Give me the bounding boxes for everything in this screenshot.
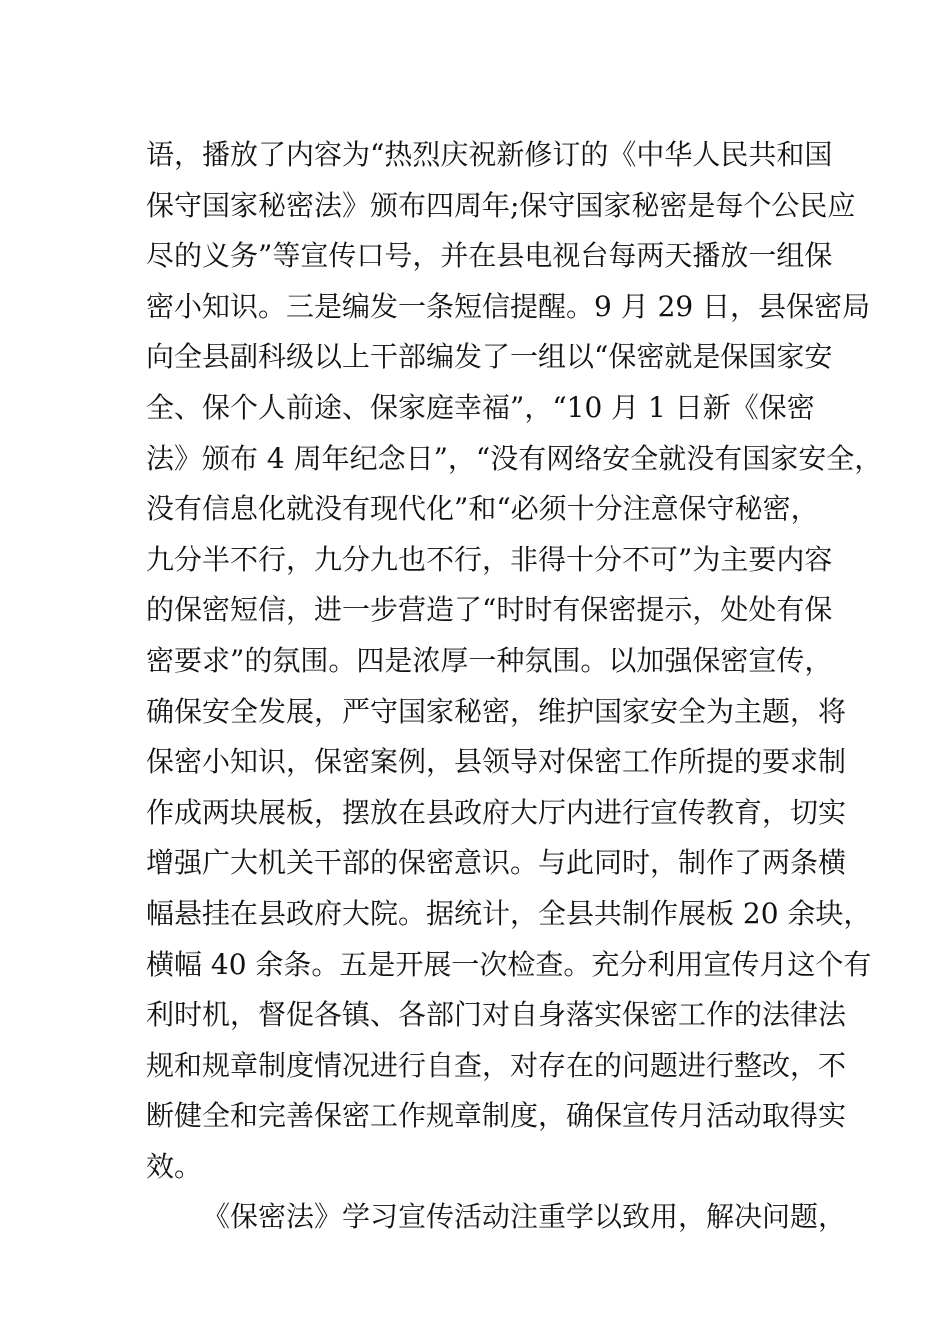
document-body	[146, 130, 883, 1243]
text-line: 全、保个人前途、保家庭幸福”，“10 月 1 日新《保密	[146, 390, 815, 424]
text-line: 增强广大机关干部的保密意识。与此同时，制作了两条横	[146, 846, 847, 880]
text-line: 尽的义务”等宣传口号，并在县电视台每两天播放一组保	[146, 239, 833, 273]
text-line: 幅悬挂在县政府大院。据统计，全县共制作展板 20 余块，	[146, 896, 872, 930]
text-line: 利时机，督促各镇、各部门对自身落实保密工作的法律法	[146, 998, 847, 1032]
text-line: 的保密短信，进一步营造了“时时有保密提示，处处有保	[146, 593, 833, 627]
text-line: 保守国家秘密法》颁布四周年;保守国家秘密是每个公民应	[146, 188, 856, 222]
text-line: 语，播放了内容为“热烈庆祝新修订的《中华人民共和国	[146, 138, 833, 171]
text-line: 作成两块展板，摆放在县政府大厅内进行宣传教育，切实	[146, 795, 847, 829]
text-line: 横幅 40 余条。五是开展一次检查。充分利用宣传月这个有	[146, 947, 872, 981]
text-line: 《保密法》学习宣传活动注重学以致用，解决问题，	[202, 1200, 847, 1234]
text-line: 密小知识。三是编发一条短信提醒。9 月 29 日，县保密局	[146, 289, 871, 323]
paragraph-1	[146, 130, 883, 1192]
text-line: 没有信息化就没有现代化”和“必须十分注意保守秘密，	[146, 492, 819, 526]
text-line: 向全县副科级以上干部编发了一组以“保密就是保国家安	[146, 340, 833, 374]
text-line: 法》颁布 4 周年纪念日”，“没有网络安全就没有国家安全，	[146, 441, 883, 475]
text-line: 断健全和完善保密工作规章制度，确保宣传月活动取得实	[146, 1099, 847, 1133]
paragraph-2	[146, 1192, 846, 1243]
text-line: 保密小知识，保密案例，县领导对保密工作所提的要求制	[146, 745, 847, 779]
text-line: 效。	[146, 1149, 203, 1183]
text-line: 规和规章制度情况进行自查，对存在的问题进行整改，不	[146, 1048, 847, 1082]
text-line: 确保安全发展，严守国家秘密，维护国家安全为主题，将	[146, 694, 847, 728]
text-line: 密要求”的氛围。四是浓厚一种氛围。以加强保密宣传，	[146, 643, 833, 677]
text-line: 九分半不行，九分九也不行，非得十分不可”为主要内容	[146, 542, 833, 576]
